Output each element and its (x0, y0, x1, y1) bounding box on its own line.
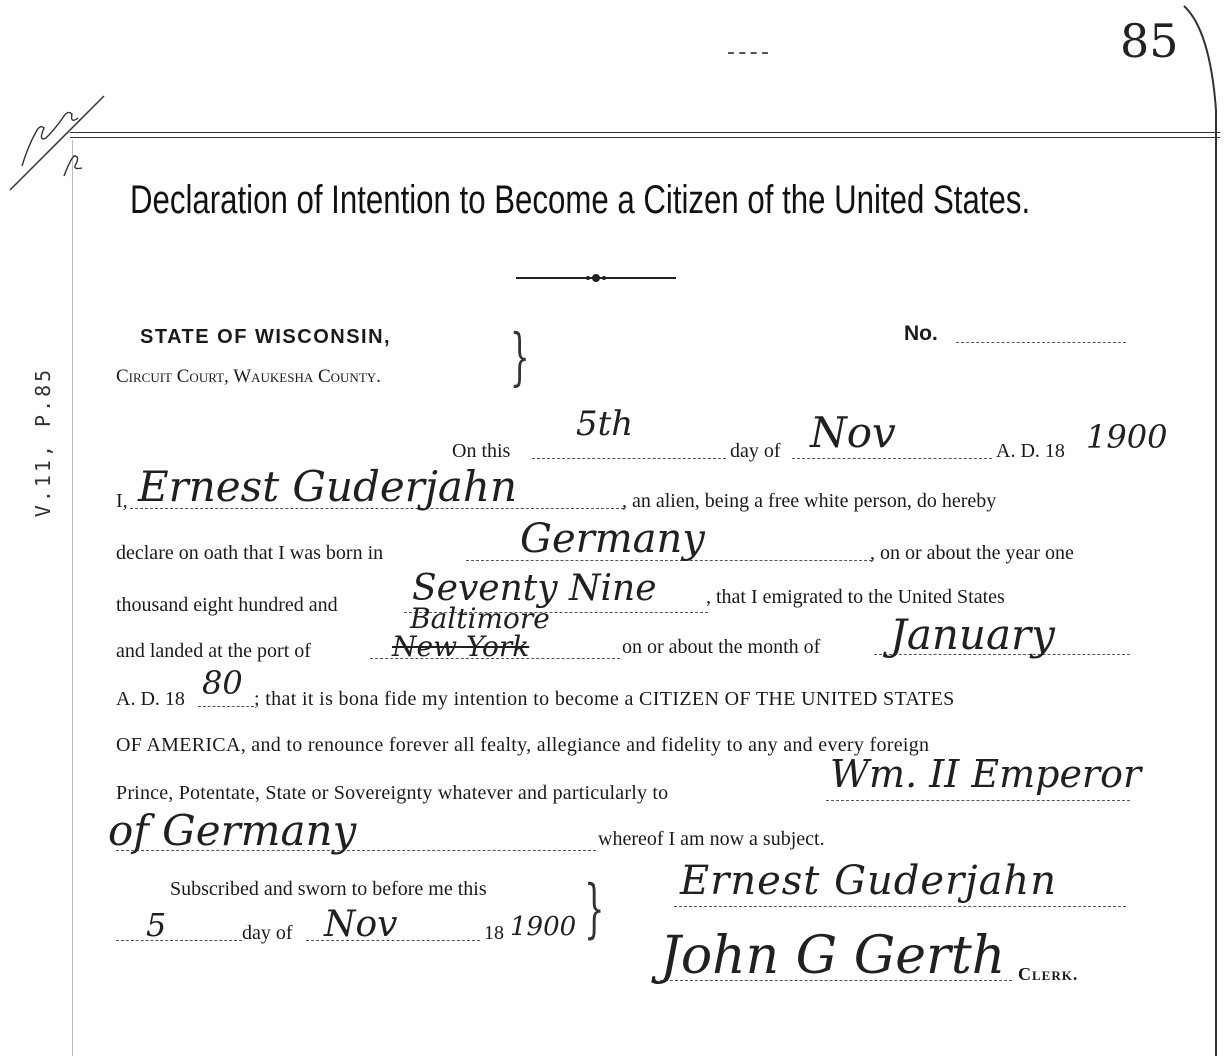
text-declare-born: declare on oath that I was born in (116, 542, 384, 564)
emigration-year-field[interactable] (198, 706, 254, 707)
top-rule-2 (70, 137, 1220, 138)
hw-name: Ernest Guderjahn (138, 462, 518, 511)
hw-sovereign-1: Wm. II Emperor (830, 752, 1142, 796)
text-ad-prefix: A. D. 18 (996, 440, 1065, 462)
hw-sovereign-2: of Germany (108, 806, 357, 855)
hw-sworn-month: Nov (324, 904, 398, 945)
text-bona-fide: ; that it is bona fide my intention to become a CITIZEN OF THE UNITED STATES (254, 688, 955, 710)
hw-sworn-day: 5 (146, 906, 167, 944)
corner-mark (728, 52, 768, 54)
left-border (72, 140, 73, 1056)
text-day-of: day of (730, 440, 781, 462)
day-field[interactable] (532, 458, 726, 459)
text-i: I, (116, 490, 128, 512)
hw-emigration-month: January (890, 610, 1055, 659)
text-ad-18: A. D. 18 (116, 688, 185, 710)
side-note: V.11, P.85 (31, 366, 56, 518)
text-emigrated: , that I emigrated to the United States (706, 586, 1005, 608)
hw-year: 1900 (1086, 418, 1168, 456)
month-field[interactable] (792, 458, 992, 459)
state-line: STATE OF WISCONSIN, (140, 326, 392, 348)
hw-signature: Ernest Guderjahn (680, 858, 1057, 904)
text-year-prefix-2: 18 (484, 922, 504, 944)
text-alien-clause: , an alien, being a free white person, do hereby (622, 490, 997, 512)
number-field[interactable] (956, 342, 1126, 343)
text-clerk: Clerk. (1018, 964, 1079, 984)
hw-month: Nov (810, 408, 896, 457)
margin-annotation (4, 86, 114, 196)
hw-birthplace: Germany (520, 516, 705, 562)
page-edge-curve (1180, 0, 1224, 1056)
text-subscribed: Subscribed and sworn to before me this (170, 878, 487, 900)
sworn-day-field[interactable] (116, 940, 242, 941)
hw-sworn-year: 1900 (510, 912, 577, 942)
number-label: No. (904, 322, 938, 345)
top-rule-1 (70, 132, 1220, 133)
hw-clerk-signature: John G Gerth (660, 926, 1006, 986)
court-line: Circuit Court, Waukesha County. (116, 366, 381, 387)
text-day-of-2: day of (242, 922, 293, 944)
text-landed-port: and landed at the port of (116, 640, 311, 662)
applicant-signature-line[interactable] (674, 906, 1126, 907)
text-whereof: whereof I am now a subject. (598, 828, 825, 850)
brace-1: } (509, 320, 530, 393)
text-about-month: on or about the month of (622, 636, 821, 658)
text-on-this: On this (452, 440, 511, 462)
brace-2: } (584, 872, 605, 946)
text-renounce: OF AMERICA, and to renounce forever all fealty, allegiance and fidelity to any and every foreign (116, 734, 930, 756)
hw-port: Baltimore (410, 602, 550, 635)
text-prince: Prince, Potentate, State or Sovereignty whatever and particularly to (116, 782, 669, 804)
hw-birth-year-text: Seventy Nine (412, 568, 657, 609)
page-number: 85 (1120, 14, 1179, 68)
hw-emigration-year: 80 (202, 664, 243, 702)
text-about-year: , on or about the year one (870, 542, 1074, 564)
hw-day: 5th (576, 404, 634, 444)
hw-port-struck: New York (392, 630, 530, 663)
sovereign-field-1[interactable] (826, 800, 1130, 801)
form-title: Declaration of Intention to Become a Citizen of the United States. (130, 178, 1031, 222)
text-thousand: thousand eight hundred and (116, 594, 338, 616)
title-ornament (516, 268, 676, 288)
